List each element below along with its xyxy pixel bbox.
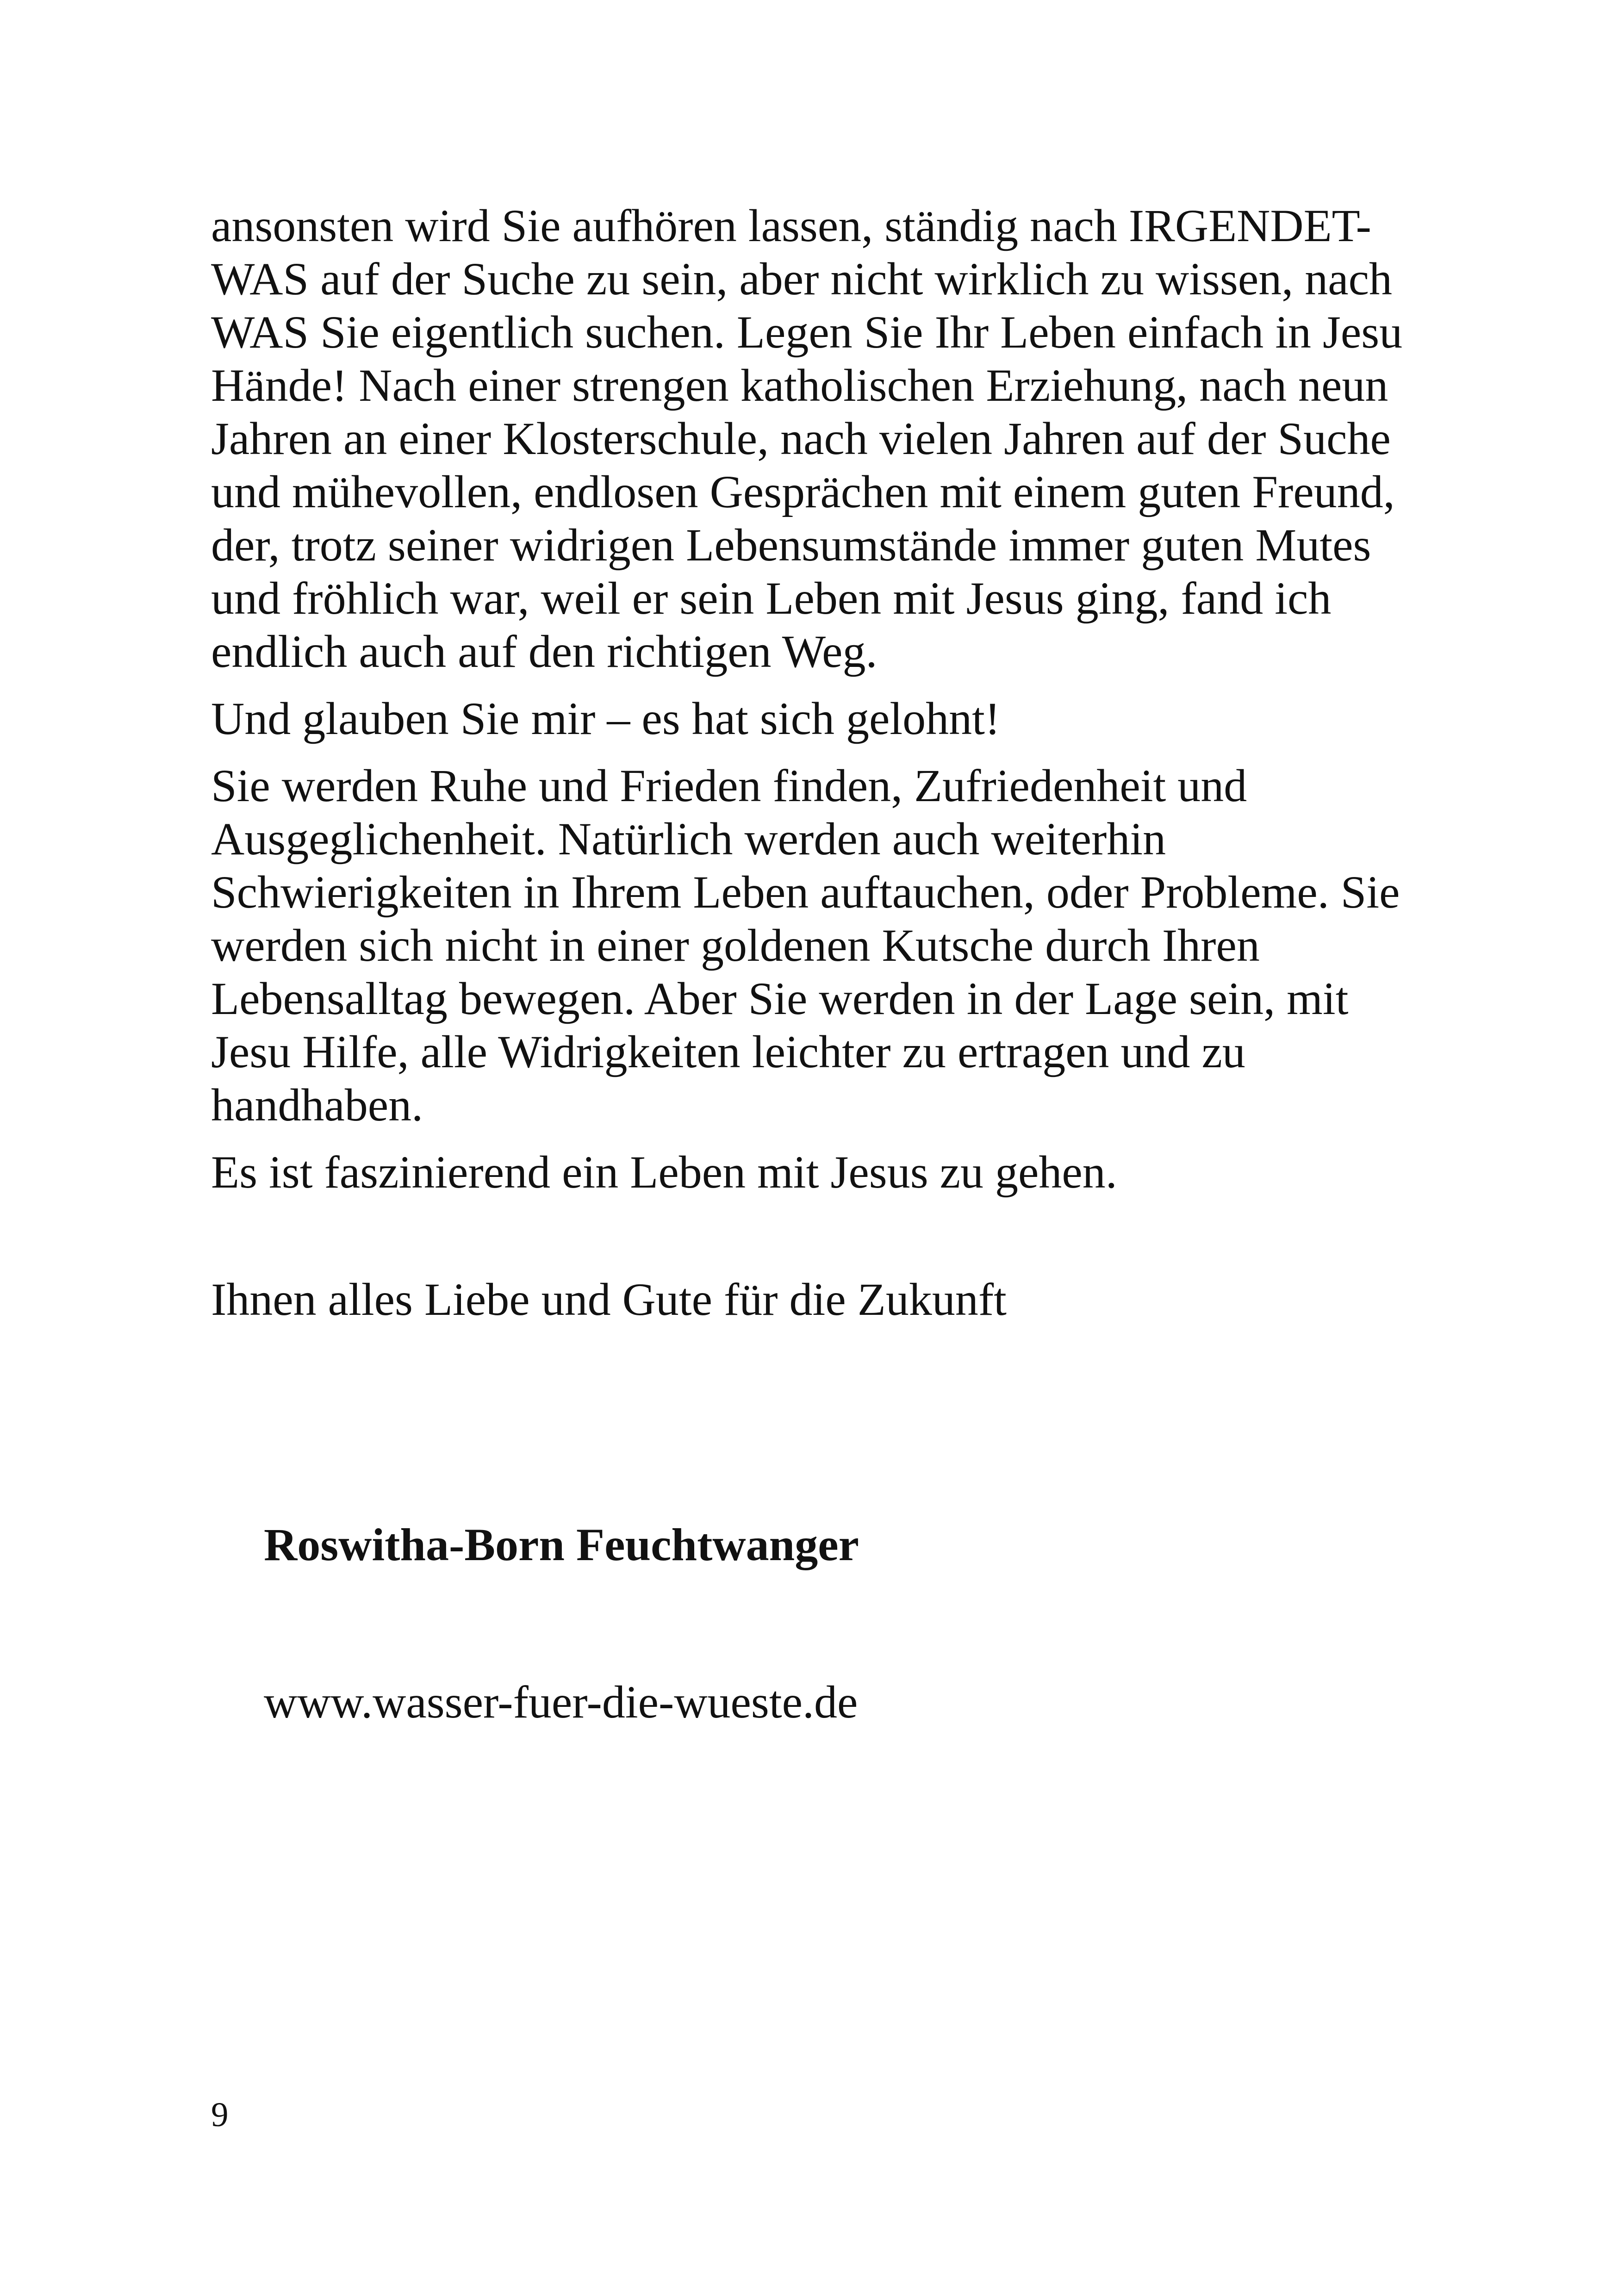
paragraph-4: Es ist faszinierend ein Leben mit Jesus zu gehen. — [211, 1146, 1117, 1198]
paragraph-3: Sie werden Ruhe und Frieden finden, Zufriedenheit und Ausgeglichenheit. Natürlich werden auch weiterhin Schwierigkeiten in Ihrem Leben auftauchen, oder Probleme. Sie werden sich nicht in einer goldenen Kutsche durch Ihren Lebensalltag bewegen. Aber Sie werden in der Lage sein, mit Jesu Hilfe, alle Widrigkeiten leichter zu ertragen und zu handhaben. — [211, 760, 1400, 1131]
author-name: Roswitha-Born Feuchtwanger — [264, 1519, 859, 1570]
website-url: www.wasser-fuer-die-wueste.de — [264, 1676, 858, 1728]
paragraph-2: Und glauben Sie mir – es hat sich gelohnt! — [211, 693, 1001, 744]
paragraph-1: ansonsten wird Sie aufhören lassen, ständig nach IRGENDET-WAS auf der Suche zu sein, aber nicht wirklich zu wissen, nach WAS Sie eigentlich suchen. Legen Sie Ihr Leben einfach in Jesu Hände! Nach einer strengen katholischen Erziehung, nach neun Jahren an einer Klosterschule, nach vielen Jahren auf der Suche und mühevollen, endlosen Gesprächen mit einem guten Freund, der, trotz seiner widrigen Lebensumstände immer guten Mutes und fröhlich war, weil er sein Leben mit Jesus ging, fand ich endlich auch auf den richtigen Weg. — [211, 200, 1403, 677]
page-number: 9 — [211, 2096, 229, 2134]
closing-line: Ihnen alles Liebe und Gute für die Zukunft — [211, 1274, 1007, 1325]
body-text — [211, 199, 1426, 1199]
